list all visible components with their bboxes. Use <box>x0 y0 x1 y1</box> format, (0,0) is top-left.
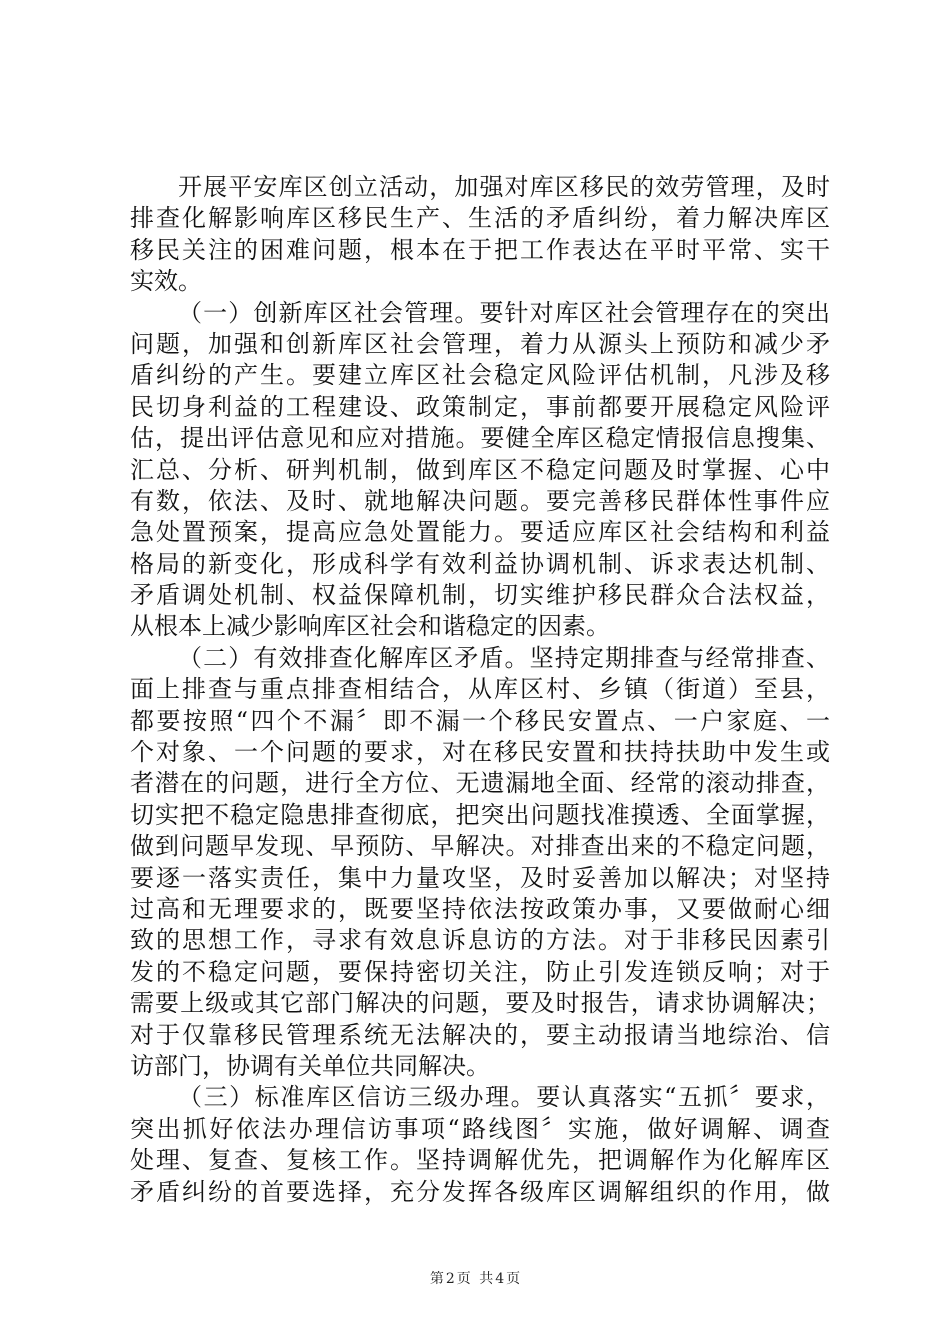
text-line: 者潜在的问题，进行全方位、无遗漏地全面、经常的滚动排查， <box>130 769 830 798</box>
text-line: 个对象、一个问题的要求，对在移民安置和扶持扶助中发生或 <box>130 738 830 767</box>
paragraph-section-2 <box>130 643 830 1082</box>
text-line: 要逐一落实责任，集中力量攻坚，及时妥善加以解决；对坚持 <box>130 863 830 892</box>
footer-prefix: 第 <box>429 1271 444 1287</box>
text-line: 从根本上减少影响库区社会和谐稳定的因素。 <box>130 612 610 641</box>
footer-total-suffix: 页 <box>506 1271 521 1287</box>
text-line: 过高和无理要求的，既要坚持依法按政策办事，又要做耐心细 <box>130 894 830 923</box>
text-line: 访部门，协调有关单位共同解决。 <box>130 1051 490 1080</box>
total-page-count: 4 <box>495 1271 505 1287</box>
text-line: 切实把不稳定隐患排查彻底，把突出问题找准摸透、全面掌握， <box>130 800 830 829</box>
text-line: 盾纠纷的产生。要建立库区社会稳定风险评估机制，凡涉及移 <box>130 361 830 390</box>
text-line: 矛盾纠纷的首要选择，充分发挥各级库区调解组织的作用，做 <box>130 1177 830 1206</box>
text-line: 有数，依法、及时、就地解决问题。要完善移民群体性事件应 <box>130 486 830 515</box>
text-line: 急处置预案，提高应急处置能力。要适应库区社会结构和利益 <box>130 518 830 547</box>
current-page-number: 2 <box>445 1271 455 1287</box>
page-number-label <box>429 1271 472 1287</box>
text-line: 移民关注的困难问题，根本在于把工作表达在平时平常、实干 <box>130 235 830 264</box>
text-line: 处理、复查、复核工作。坚持调解优先，把调解作为化解库区 <box>130 1146 830 1175</box>
text-line: 民切身利益的工程建设、政策制定，事前都要开展稳定风险评 <box>130 392 830 421</box>
text-line: 做到问题早发现、早预防、早解决。对排查出来的不稳定问题， <box>130 832 830 861</box>
text-line: 问题，加强和创新库区社会管理，着力从源头上预防和减少矛 <box>130 329 830 358</box>
document-body <box>130 172 830 1208</box>
text-line: （一）创新库区社会管理。要针对库区社会管理存在的突出 <box>178 298 830 327</box>
text-line: 估，提出评估意见和应对措施。要健全库区稳定情报信息搜集、 <box>130 424 830 453</box>
text-line: 致的思想工作，寻求有效息诉息访的方法。对于非移民因素引 <box>130 926 830 955</box>
text-line: 面上排查与重点排查相结合，从库区村、乡镇（街道）至县， <box>130 675 830 704</box>
text-line: 都要按照“四个不漏〞即不漏一个移民安置点、一户家庭、一 <box>130 706 830 735</box>
text-line: 排查化解影响库区移民生产、生活的矛盾纠纷，着力解决库区 <box>130 204 830 233</box>
text-line: （二）有效排查化解库区矛盾。坚持定期排查与经常排查、 <box>178 643 830 672</box>
paragraph-intro <box>130 172 830 298</box>
text-line: 突出抓好依法办理信访事项“路线图〞实施，做好调解、调查 <box>130 1114 830 1143</box>
page-footer <box>0 1268 950 1288</box>
text-line: （三）标准库区信访三级办理。要认真落实“五抓〞要求， <box>178 1083 830 1112</box>
text-line: 开展平安库区创立活动，加强对库区移民的效劳管理，及时 <box>178 173 830 201</box>
text-line: 矛盾调处机制、权益保障机制，切实维护移民群众合法权益， <box>130 581 830 610</box>
paragraph-section-1 <box>130 298 830 643</box>
text-line: 发的不稳定问题，要保持密切关注，防止引发连锁反响；对于 <box>130 957 830 986</box>
footer-page-word: 页 <box>456 1271 471 1287</box>
footer-total-prefix: 共 <box>479 1271 494 1287</box>
text-line: 实效。 <box>130 267 202 296</box>
text-line: 汇总、分析、研判机制，做到库区不稳定问题及时掌握、心中 <box>130 455 830 484</box>
text-line: 需要上级或其它部门解决的问题，要及时报告，请求协调解决； <box>130 989 830 1018</box>
paragraph-section-3 <box>130 1082 830 1208</box>
text-line: 对于仅靠移民管理系统无法解决的，要主动报请当地综治、信 <box>130 1020 830 1049</box>
text-line: 格局的新变化，形成科学有效利益协调机制、诉求表达机制、 <box>130 549 830 578</box>
total-pages-label <box>478 1271 521 1287</box>
